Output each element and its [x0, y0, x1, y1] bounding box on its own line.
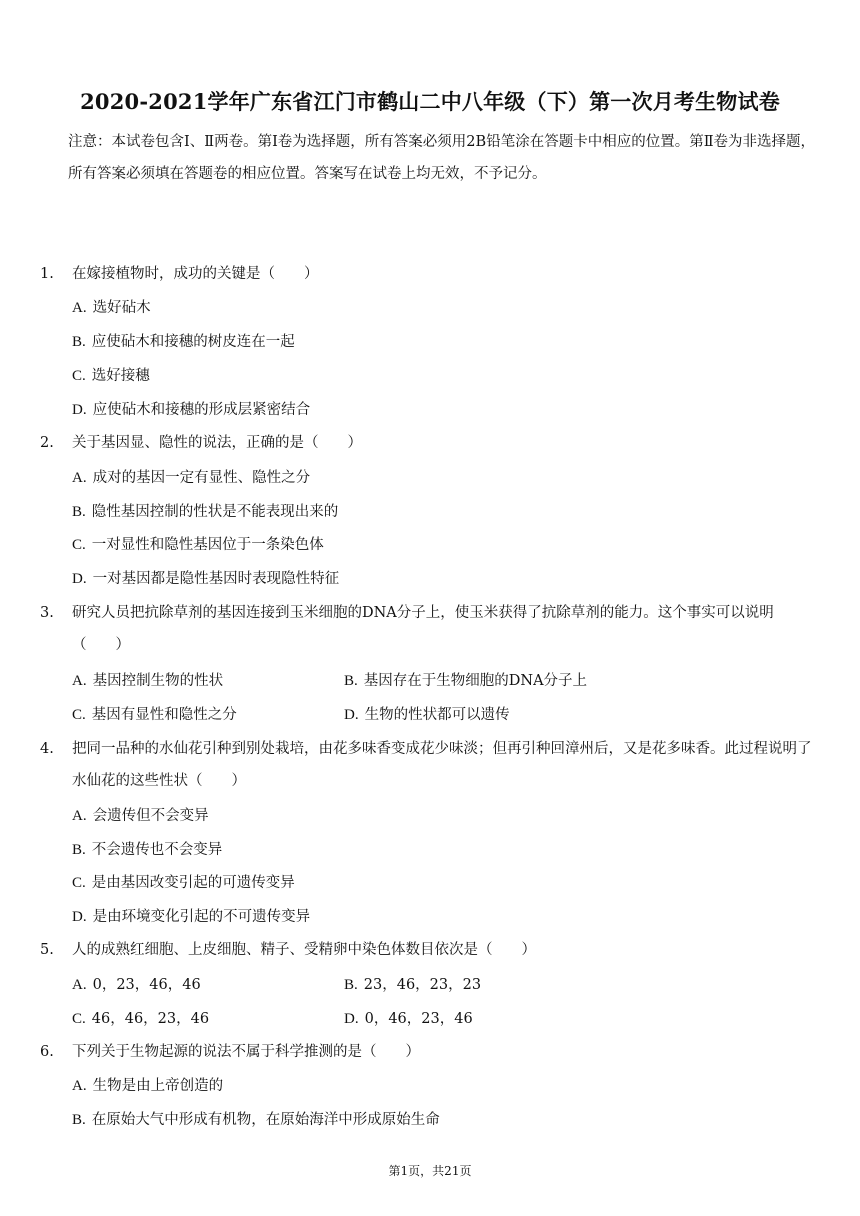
option-4d: D. 是由环境变化引起的不可遗传变异	[72, 909, 311, 925]
option-3d: D. 生物的性状都可以遗传	[344, 707, 510, 723]
question-number: 5.	[40, 942, 54, 958]
option-3b: B. 基因存在于生物细胞的DNA分子上	[344, 673, 588, 689]
question-stem: 人的成熟红细胞、上皮细胞、精子、受精卵中染色体数目依次是（ ）	[72, 942, 536, 958]
option-1c: C. 选好接穗	[72, 368, 150, 384]
question-number: 6.	[40, 1044, 54, 1060]
question-number: 3.	[40, 605, 54, 621]
option-5d: D. 0，46，23，46	[344, 1011, 473, 1027]
question-stem: 把同一品种的水仙花引种到别处栽培，由花多味香变成花少味淡；但再引种回漳州后，又是花多味香。此过程说明了水仙花的这些性状（ ）	[72, 741, 812, 789]
option-2d: D. 一对基因都是隐性基因时表现隐性特征	[72, 571, 340, 587]
option-3c: C. 基因有显性和隐性之分	[72, 707, 237, 723]
question-stem: 下列关于生物起源的说法不属于科学推测的是（ ）	[72, 1044, 420, 1060]
question-stem: 关于基因显、隐性的说法，正确的是（ ）	[72, 435, 362, 451]
option-6a: A. 生物是由上帝创造的	[72, 1078, 224, 1094]
question-stem: 在嫁接植物时，成功的关键是（ ）	[72, 266, 319, 282]
option-1d: D. 应使砧木和接穗的形成层紧密结合	[72, 402, 311, 418]
option-2b: B. 隐性基因控制的性状是不能表现出来的	[72, 504, 339, 520]
option-3a: A. 基因控制生物的性状	[72, 673, 224, 689]
exam-title: 2020-2021学年广东省江门市鹤山二中八年级（下）第一次月考生物试卷	[80, 89, 780, 114]
question-number: 4.	[40, 741, 54, 757]
option-5a: A. 0，23，46，46	[72, 977, 201, 993]
option-2c: C. 一对显性和隐性基因位于一条染色体	[72, 537, 324, 553]
option-4c: C. 是由基因改变引起的可遗传变异	[72, 875, 295, 891]
option-4b: B. 不会遗传也不会变异	[72, 842, 223, 858]
question-stem: 研究人员把抗除草剂的基因连接到玉米细胞的DNA分子上，使玉米获得了抗除草剂的能力。这个事实可以说明（ ）	[72, 605, 774, 653]
question-number: 2.	[40, 435, 54, 451]
option-4a: A. 会遗传但不会变异	[72, 808, 209, 824]
page-footer: 第1页，共21页	[388, 1164, 472, 1178]
option-6b: B. 在原始大气中形成有机物，在原始海洋中形成原始生命	[72, 1112, 440, 1128]
option-5b: B. 23，46，23，23	[344, 977, 482, 993]
option-5c: C. 46，46，23，46	[72, 1011, 210, 1027]
option-2a: A. 成对的基因一定有显性、隐性之分	[72, 470, 311, 486]
exam-notice: 注意：本试卷包含Ⅰ、Ⅱ两卷。第Ⅰ卷为选择题，所有答案必须用2B铅笔涂在答题卡中相应的位置。第Ⅱ卷为非选择题，所有答案必须填在答题卷的相应位置。答案写在试卷上均无效，不予记分。	[68, 134, 816, 182]
option-1b: B. 应使砧木和接穗的树皮连在一起	[72, 334, 295, 350]
option-1a: A. 选好砧木	[72, 300, 151, 316]
question-number: 1.	[40, 266, 54, 282]
